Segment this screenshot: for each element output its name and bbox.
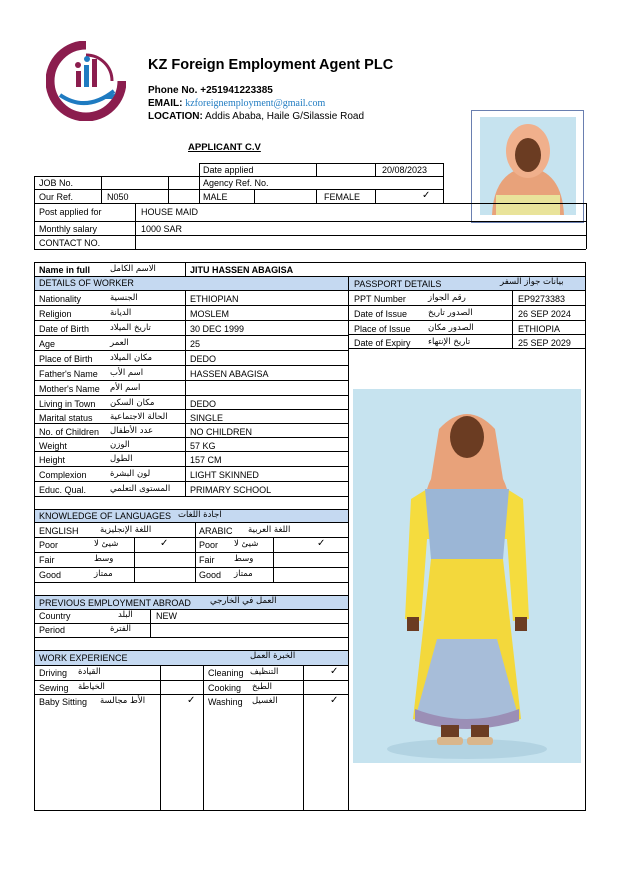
company-location: [148, 111, 364, 122]
table-rule: [34, 437, 348, 438]
worker-field-value: NO CHILDREN: [190, 427, 253, 437]
contact-no-label: CONTACT NO.: [39, 238, 101, 248]
table-rule: [34, 496, 348, 497]
worker-field-label: Mother's Name: [39, 384, 100, 394]
phone-value: +251941223385: [200, 85, 273, 96]
post-applied-value: HOUSE MAID: [141, 207, 199, 217]
worker-field-label: Nationality: [39, 294, 82, 304]
table-rule: [34, 335, 348, 336]
arabic-label-ar: اللغة العربية: [248, 525, 291, 535]
name-in-full-label-ar: الاسم الكامل: [110, 264, 156, 274]
experience-skill-label: Washing: [208, 697, 243, 707]
worker-field-label-ar: الجنسية: [110, 293, 138, 303]
worker-field-label-ar: عدد الأطفال: [110, 426, 154, 436]
our-ref-label: Our Ref.: [39, 192, 74, 202]
date-applied-value: 20/08/2023: [382, 165, 428, 175]
passport-field-value: 26 SEP 2024: [518, 309, 571, 319]
job-no-label: JOB No.: [39, 178, 74, 188]
experience-skill-label-ar: الخياطة: [78, 682, 105, 692]
passport-details-title-ar: بيانات جواز السفر: [500, 277, 564, 287]
worker-field-label: Age: [39, 339, 56, 349]
arabic-level-label-ar: وسط: [234, 554, 254, 564]
table-rule: [34, 567, 348, 568]
period-label-ar: الفترة: [110, 624, 131, 634]
worker-field-value: 157 CM: [190, 455, 222, 465]
applicant-full-body-photo: [353, 389, 581, 763]
table-rule: [34, 481, 348, 482]
worker-field-label-ar: الديانة: [110, 308, 132, 318]
location-value: Addis Ababa, Haile G/Silassie Road: [205, 111, 365, 122]
languages-title: KNOWLEDGE OF LANGUAGES: [39, 511, 172, 521]
worker-field-label: Complexion: [39, 470, 87, 480]
arabic-level-label: Poor: [199, 540, 219, 550]
experience-skill-label: Driving: [39, 668, 68, 678]
passport-field-label-ar: الصدور مكان: [428, 323, 474, 333]
email-label: EMAIL:: [148, 98, 183, 109]
experience-skill-checkmark: ✓: [187, 695, 196, 706]
worker-field-value: DEDO: [190, 354, 217, 364]
worker-field-label-ar: اسم الأب: [110, 368, 144, 378]
passport-field-label-ar: رقم الجواز: [428, 293, 466, 303]
worker-field-label: Educ. Qual.: [39, 485, 87, 495]
experience-skill-label-ar: الغسيل: [252, 696, 278, 706]
country-label-ar: البلد: [118, 610, 133, 620]
worker-field-label: Weight: [39, 441, 67, 451]
worker-field-label: Marital status: [39, 413, 93, 423]
period-label: Period: [39, 625, 66, 635]
female-label: FEMALE: [324, 192, 361, 202]
worker-field-label-ar: الحالة الاجتماعية: [110, 412, 168, 422]
table-rule: [348, 320, 586, 321]
table-rule: [34, 350, 348, 351]
name-in-full-label: Name in full: [39, 265, 91, 275]
experience-skill-label-ar: الأط مجالسة: [100, 696, 146, 706]
phone-label: Phone No.: [148, 85, 198, 96]
experience-skill-label: Baby Sitting: [39, 697, 88, 707]
arabic-level-label: Fair: [199, 555, 215, 565]
employment-title-ar: العمل في الخارجي: [210, 596, 277, 606]
arabic-level-label-ar: ممتاز: [234, 569, 253, 579]
table-rule: [34, 552, 348, 553]
table-rule: [34, 680, 348, 681]
experience-skill-label-ar: التنظيف: [250, 667, 279, 677]
arabic-level-label: Good: [199, 570, 222, 580]
experience-title: WORK EXPERIENCE: [39, 653, 128, 663]
employment-title: PREVIOUS EMPLOYMENT ABROAD: [39, 598, 191, 608]
worker-field-value: 30 DEC 1999: [190, 324, 245, 334]
table-rule: [34, 423, 348, 424]
experience-skill-label: Sewing: [39, 683, 69, 693]
english-label-ar: اللغة الإنجليزية: [100, 525, 152, 535]
experience-skill-label: Cooking: [208, 683, 242, 693]
english-level-label: Poor: [39, 540, 59, 550]
male-label: MALE: [203, 192, 228, 202]
table-rule: [34, 365, 348, 366]
english-level-label-ar: وسط: [94, 554, 114, 564]
worker-field-value: 57 KG: [190, 441, 216, 451]
english-level-label-ar: شيئ لا: [94, 539, 119, 549]
languages-title-ar: اجادة اللغات: [178, 510, 222, 520]
worker-field-label-ar: المستوى التعلمي: [110, 484, 171, 494]
female-checkmark: ✓: [422, 190, 431, 201]
english-label: ENGLISH: [39, 526, 79, 536]
company-phone: [148, 85, 273, 96]
name-in-full-value: JITU HASSEN ABAGISA: [190, 265, 294, 275]
country-label: Country: [39, 611, 71, 621]
date-applied-label: Date applied: [203, 165, 254, 175]
arabic-level-checkmark: ✓: [317, 538, 326, 549]
worker-field-label: Religion: [39, 309, 72, 319]
experience-title-ar: الخبرة العمل: [250, 651, 296, 661]
applicant-headshot: [472, 111, 583, 222]
table-rule: [34, 409, 348, 410]
worker-field-value: MOSLEM: [190, 309, 230, 319]
worker-field-label: No. of Children: [39, 427, 100, 437]
country-value: NEW: [156, 611, 177, 621]
passport-details-title: PASSPORT DETAILS: [354, 279, 442, 289]
company-name: KZ Foreign Employment Agent PLC: [148, 57, 394, 73]
table-rule: [348, 334, 586, 335]
table-rule: [34, 380, 348, 381]
passport-field-value: ETHIOPIA: [518, 324, 561, 334]
post-applied-label: Post applied for: [39, 207, 102, 217]
worker-field-label: Height: [39, 455, 66, 465]
worker-field-value: DEDO: [190, 399, 217, 409]
worker-field-label: Father's Name: [39, 369, 98, 379]
passport-field-label-ar: الصدور تاريخ: [428, 308, 473, 318]
document-title: APPLICANT C.V: [188, 142, 261, 153]
english-level-label: Fair: [39, 555, 55, 565]
arabic-label: ARABIC: [199, 526, 233, 536]
company-logo: [46, 41, 126, 121]
worker-field-label-ar: الطول: [110, 454, 133, 464]
worker-field-label-ar: اسم الأم: [110, 383, 141, 393]
monthly-salary-label: Monthly salary: [39, 224, 98, 234]
passport-field-label: PPT Number: [354, 294, 406, 304]
worker-field-label-ar: الوزن: [110, 440, 130, 450]
worker-field-value: SINGLE: [190, 413, 224, 423]
experience-skill-checkmark: ✓: [330, 666, 339, 677]
worker-field-label: Living in Town: [39, 399, 96, 409]
worker-field-label-ar: مكان السكن: [110, 398, 155, 408]
passport-field-label-ar: تاريخ الإنتهاء: [428, 337, 471, 347]
worker-field-value: HASSEN ABAGISA: [190, 369, 269, 379]
experience-skill-label-ar: الطبخ: [252, 682, 272, 692]
worker-field-label: Place of Birth: [39, 354, 93, 364]
table-rule: [34, 320, 348, 321]
worker-field-value: PRIMARY SCHOOL: [190, 485, 272, 495]
worker-field-label-ar: لون البشرة: [110, 469, 151, 479]
worker-field-value: ETHIOPIAN: [190, 294, 239, 304]
passport-field-value: 25 SEP 2029: [518, 338, 571, 348]
table-rule: [34, 395, 348, 396]
arabic-level-label-ar: شيئ لا: [234, 539, 259, 549]
experience-skill-label-ar: القيادة: [78, 667, 101, 677]
worker-field-value: LIGHT SKINNED: [190, 470, 259, 480]
worker-field-label-ar: مكان الميلاد: [110, 353, 153, 363]
table-rule: [34, 305, 348, 306]
company-email: [148, 98, 325, 109]
experience-skill-checkmark: ✓: [330, 695, 339, 706]
worker-field-label-ar: العمر: [110, 338, 129, 348]
passport-field-value: EP9273383: [518, 294, 566, 304]
location-label: LOCATION:: [148, 111, 203, 122]
worker-details-title: DETAILS OF WORKER: [39, 278, 134, 288]
passport-field-label: Date of Expiry: [354, 338, 411, 348]
english-level-checkmark: ✓: [160, 538, 169, 549]
monthly-salary-value: 1000 SAR: [141, 224, 183, 234]
passport-field-label: Date of Issue: [354, 309, 408, 319]
our-ref-value: N050: [107, 192, 129, 202]
table-rule: [34, 451, 348, 452]
agency-ref-label: Agency Ref. No.: [203, 178, 269, 188]
table-rule: [34, 582, 348, 583]
worker-field-value: 25: [190, 339, 201, 349]
english-level-label-ar: ممتاز: [94, 569, 113, 579]
english-level-label: Good: [39, 570, 62, 580]
worker-field-label-ar: تاريخ الميلاد: [110, 323, 151, 333]
applicant-headshot-frame: [471, 110, 584, 223]
worker-field-label: Date of Birth: [39, 324, 90, 334]
experience-skill-label: Cleaning: [208, 668, 244, 678]
passport-field-label: Place of Issue: [354, 324, 411, 334]
table-rule: [348, 305, 586, 306]
table-rule: [34, 466, 348, 467]
email-link[interactable]: kzforeignemployment@gmail.com: [185, 98, 326, 109]
